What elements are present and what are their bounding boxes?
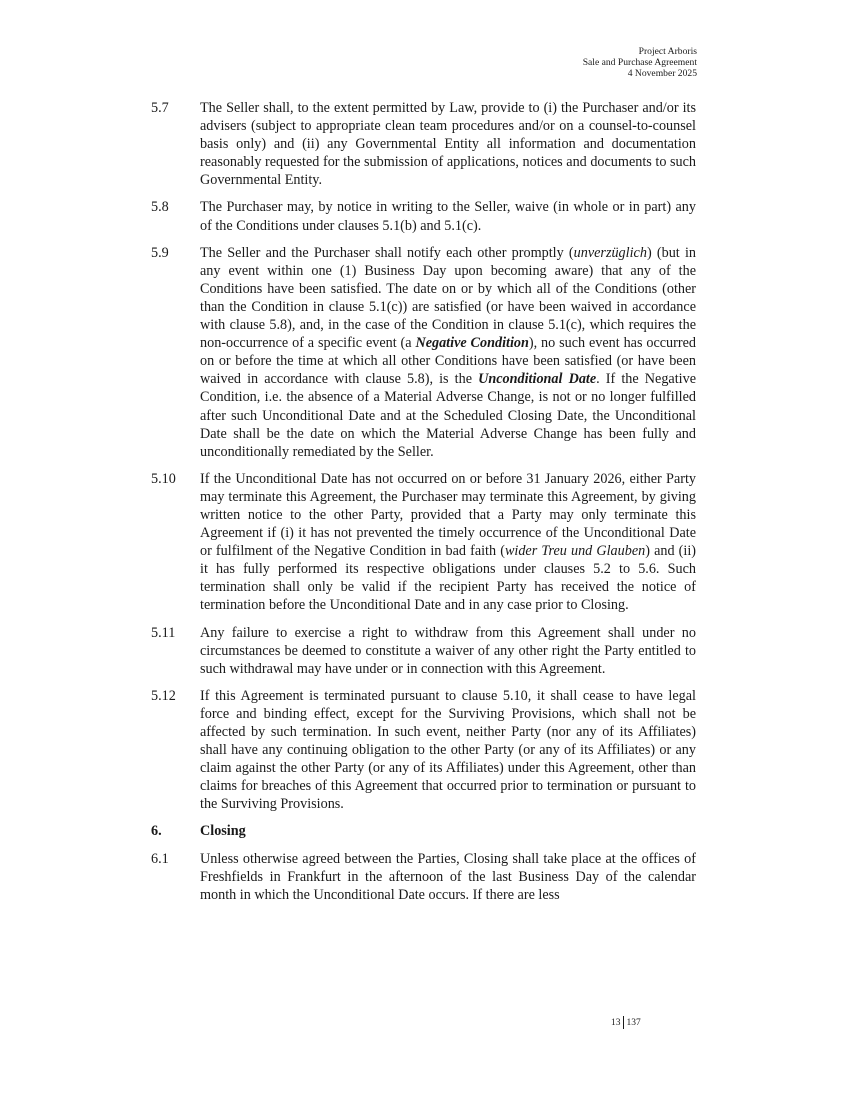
clause bbox=[151, 244, 696, 461]
clause-number: 6.1 bbox=[151, 850, 169, 867]
clause-text bbox=[200, 850, 696, 904]
defined-term: Unconditional Date bbox=[478, 371, 597, 388]
text-run: Closing bbox=[200, 823, 246, 840]
text-run: Any failure to exercise a right to withdraw from this Agreement shall under no circumstances be deemed to constitute a waiver of any other right the Party entitled to such withdrawal may have under or in connection with this Agreement. bbox=[200, 624, 696, 677]
defined-term: wider Treu und Glauben bbox=[504, 543, 646, 560]
text-run: . If the Negative Condition, i.e. the absence of a Material Adverse Change, is not or no longer fulfilled after such Unconditional Date and at the Scheduled Closing Date, the Unconditional Date shall be the date on which the Material Adverse Change has been fully and unconditionally remediated by the Seller. bbox=[200, 371, 697, 460]
clause-text bbox=[200, 687, 696, 814]
text-run: ) and (ii) it has fully performed its respective obligations under clauses 5.2 to 5.6. Such termination shall only be valid if the recipient Party has received the notice of termination before the Unconditional Date and in any case prior to Closing. bbox=[200, 543, 697, 614]
clause-number: 6. bbox=[151, 823, 162, 840]
text-run: ) (but in any event within one (1) Business Day upon becoming aware) that any of the Conditions have been satisfied. The date on or by which all of the Conditions (other than the Condition in clause 5.1(c)) are satisfied (or have been waived in accordance with clause 5.8), and, in the case of the Condition in clause 5.1(c), which requires the non-occurrence of a specific event (a bbox=[200, 244, 696, 352]
clause-text bbox=[200, 470, 696, 615]
page-number bbox=[611, 1016, 641, 1029]
page-current: 13 bbox=[611, 1017, 621, 1028]
text-run: Unless otherwise agreed between the Parties, Closing shall take place at the offices of Freshfields in Frankfurt in the afternoon of the last Business Day of the calendar month in which the Unconditional Date occurs. If there are less bbox=[200, 850, 696, 903]
clause bbox=[151, 687, 696, 814]
clause-number: 5.11 bbox=[151, 624, 176, 641]
clause-text bbox=[200, 244, 696, 461]
defined-term: Negative Condition bbox=[415, 335, 529, 352]
clause-text bbox=[200, 624, 696, 678]
section-heading bbox=[151, 822, 696, 840]
clause-text bbox=[200, 99, 696, 189]
defined-term: unverzüglich bbox=[573, 244, 647, 261]
clause bbox=[151, 470, 696, 615]
page-header bbox=[583, 46, 697, 79]
clause bbox=[151, 850, 696, 904]
text-run: If this Agreement is terminated pursuant to clause 5.10, it shall cease to have legal force and binding effect, except for the Surviving Provisions, which shall not be affected by such termination. In such event, neither Party (nor any of its Affiliates) shall have any continuing obligation to the other Party (or any of its Affiliates) or any claim against the other Party (or any of its Affiliates) under this Agreement, other than claims for breaches of this Agreement that occurred prior to termination or pursuant to the Surviving Provisions. bbox=[200, 687, 696, 813]
document-body bbox=[151, 99, 696, 913]
text-run: The Seller shall, to the extent permitted by Law, provide to (i) the Purchaser and/or its advisers (subject to appropriate clean team procedures and/or on a counsel-to-counsel basis only) and (ii) any Governmental Entity all information and documentation reasonably requested for the submission of applications, notices and documents to such Governmental Entity. bbox=[200, 100, 696, 189]
clause-number: 5.7 bbox=[151, 100, 169, 116]
clause bbox=[151, 198, 696, 234]
clause-number: 5.10 bbox=[151, 470, 176, 487]
page-separator bbox=[623, 1016, 624, 1029]
text-run: The Purchaser may, by notice in writing to the Seller, waive (in whole or in part) any of the Conditions under clauses 5.1(b) and 5.1(c). bbox=[200, 199, 696, 234]
text-run: The Seller and the Purchaser shall notify each other promptly ( bbox=[200, 244, 574, 261]
header-date: 4 November 2025 bbox=[627, 68, 697, 79]
section-title bbox=[200, 822, 696, 840]
clause-number: 5.9 bbox=[151, 244, 169, 261]
header-doc-title: Sale and Purchase Agreement bbox=[582, 57, 697, 68]
text-run: ), no such event has occurred on or before the time at which all other Conditions have been satisfied (or have been waived in accordance with clause 5.8), is the bbox=[200, 335, 696, 388]
text-run: If the Unconditional Date has not occurred on or before 31 January 2026, either Party may terminate this Agreement, the Purchaser may terminate this Agreement, by giving written notice to the other Party, provided that a Party may only terminate this Agreement if (i) it has not prevented the timely occurrence of the Unconditional Date or fulfilment of the Negative Condition in bad faith ( bbox=[200, 470, 696, 560]
header-project: Project Arboris bbox=[638, 46, 697, 57]
clause-text bbox=[200, 198, 696, 234]
clause bbox=[151, 99, 696, 189]
page-total: 137 bbox=[626, 1017, 641, 1028]
clause bbox=[151, 624, 696, 678]
clause-number: 5.8 bbox=[151, 199, 169, 216]
clause-number: 5.12 bbox=[151, 687, 176, 704]
